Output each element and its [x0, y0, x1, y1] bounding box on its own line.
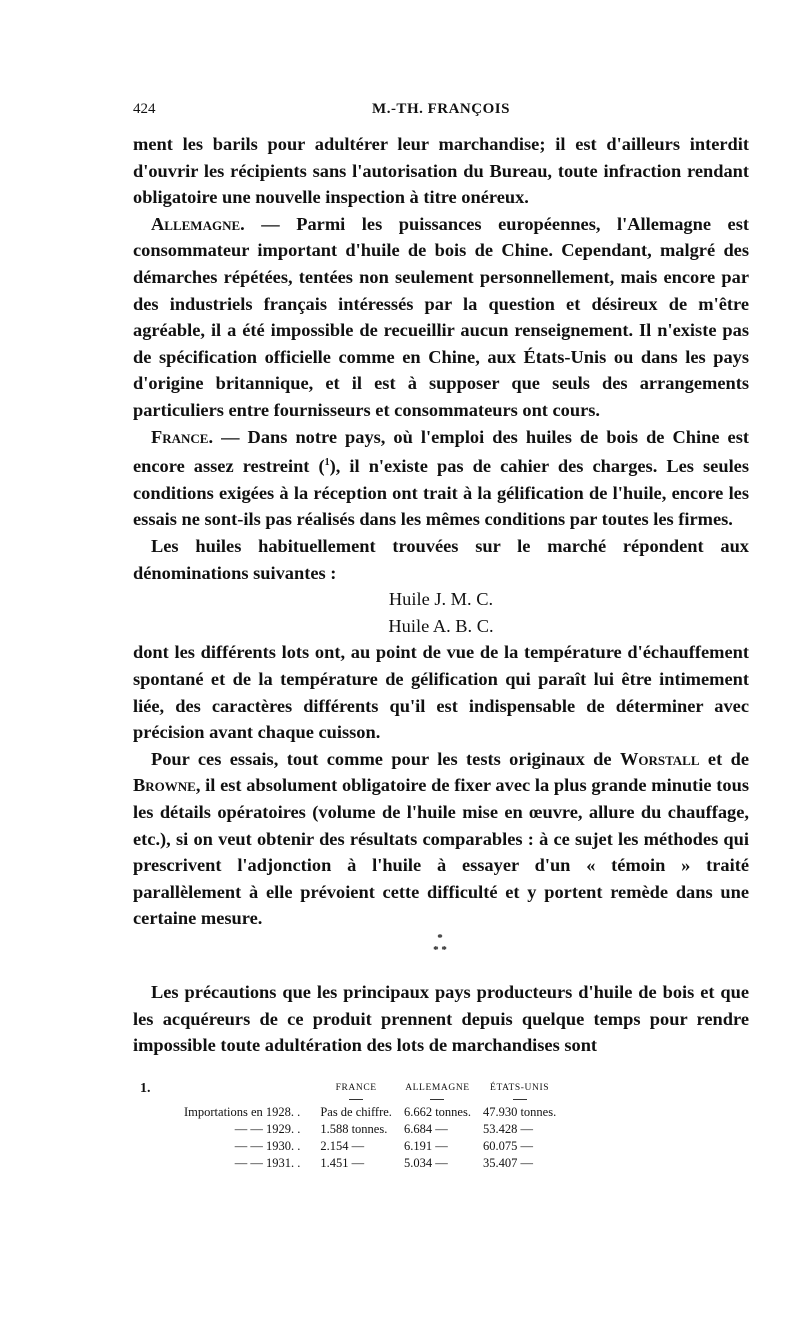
cell-france: 2.154 — [320, 1139, 365, 1153]
author-browne: Browne [133, 775, 196, 796]
cell-etats-unis: 60.075 — [482, 1139, 533, 1153]
paragraph-precautions: Les précautions que les principaux pays producteurs d'huile de bois et que les acquéreurs de ce produit prennent depuis quelque temps pour rendre impossible toute adultération des lots de marchandises sont [133, 982, 749, 1056]
paragraph-france-text-a: — Dans notre pays, où l'emploi des huiles de bois de Chine est encore assez restreint ( [133, 426, 749, 477]
header-allemagne-label: ALLEMAGNE [405, 1083, 470, 1093]
footnote-mark: 1. [140, 1081, 151, 1096]
cell-france: 1.451 — [320, 1156, 365, 1170]
table-row [178, 1138, 562, 1155]
cell-allemagne: 6.662 tonnes. [403, 1105, 471, 1119]
table-row [178, 1155, 562, 1172]
header-france [314, 1080, 398, 1104]
page-header [133, 94, 749, 124]
footnote-ref: 1 [324, 457, 330, 469]
header-dash [349, 1099, 363, 1100]
cell-etats-unis: 35.407 — [482, 1156, 533, 1170]
paragraph-allemagne-text: — Parmi les puissances européennes, l'Allemagne est consommateur important d'huile de bois de Chine. Cependant, malgré des démarches répétées, tentées non seulement personnellement, mais encore par des industriels français intéressés par la question et désireux de m'être agréable, il a été impossible de recueillir aucun renseignement. Il n'existe pas de spécification officielle comme en Chine, aux États-Unis ou dans les pays d'origine britannique, et il est à supposer que seuls des arrangements particuliers entre fournisseurs et consommateurs ont cours. [133, 213, 749, 420]
separator-top-star: * [437, 932, 443, 944]
row-label: — — 1931. . [234, 1156, 301, 1170]
row-label: — — 1929. . [234, 1122, 301, 1136]
section-lead-allemagne: Allemagne. [151, 213, 245, 234]
header-dash [513, 1099, 527, 1100]
table-row [178, 1121, 562, 1138]
paragraph-precautions-block [133, 979, 749, 1059]
header-etats-unis [477, 1080, 562, 1104]
paragraph-lots: dont les différents lots ont, au point de vue de la température d'échauffement spontané et de la température de gélification qui paraît lui être intimement liée, des caractères différents qu'il est indispensable de déterminer avec précision avant chaque cuisson. [133, 642, 749, 743]
section-lead-france: France. [151, 426, 214, 447]
row-label: Importations en 1928. . [184, 1105, 301, 1119]
header-dash [430, 1099, 444, 1100]
cell-allemagne: 6.684 — [403, 1122, 448, 1136]
header-blank [178, 1080, 314, 1104]
row-label: — — 1930. . [234, 1139, 301, 1153]
cell-france: 1.588 tonnes. [320, 1122, 388, 1136]
cell-allemagne: 5.034 — [403, 1156, 448, 1170]
import-table-header-row [178, 1080, 562, 1104]
paragraph-essais-c: , il est absolument obligatoire de fixer avec la plus grande minutie tous les détails opératoires (volume de l'huile mise en œuvre, allure du chauffage, etc.), si on veut obtenir des résultats comparables : à ce sujet les méthodes qui prescrivent l'adjonction à l'huile à essayer d'un « témoin » traité parallèlement à elle prévoient cette difficulté et y portent remède dans une certaine mesure. [133, 775, 749, 929]
separator-bottom-stars: * * [433, 944, 447, 956]
oil-name-jmc: Huile J. M. C. [388, 589, 494, 610]
cell-etats-unis: 47.930 tonnes. [482, 1105, 557, 1119]
section-separator [420, 932, 460, 962]
header-france-label: FRANCE [335, 1083, 377, 1093]
oil-name-abc: Huile A. B. C. [388, 615, 494, 636]
cell-etats-unis: 53.428 — [482, 1122, 533, 1136]
paragraph-france [133, 424, 749, 534]
paragraph-essais-a: Pour ces essais, tout comme pour les tests originaux de [151, 748, 620, 769]
import-table [178, 1080, 562, 1172]
page-number: 424 [133, 101, 156, 117]
main-text [133, 131, 749, 932]
paragraph-barils: ment les barils pour adultérer leur marchandise; il est d'ailleurs interdit d'ouvrir les récipients sans l'autorisation du Bureau, toute infraction rendant obligatoire une nouvelle inspection à titre onéreux. [133, 134, 749, 208]
table-row [178, 1104, 562, 1121]
paragraph-denominations: Les huiles habituellement trouvées sur le marché répondent aux dénominations suivantes : [133, 536, 749, 583]
paragraph-essais-b: et de [699, 748, 749, 769]
header-allemagne [398, 1080, 477, 1104]
paragraph-france-text-b: ), il n'existe pas de cahier des charges. Les seules conditions exigées à la réception ont trait à la gélification de l'huile, encore les essais ne sont-ils pas réalisés dans les mêmes conditions par toutes les firmes. [133, 456, 749, 530]
paragraph-essais [133, 746, 749, 932]
header-etats-unis-label: ÉTATS-UNIS [490, 1083, 550, 1093]
paragraph-allemagne [133, 211, 749, 424]
running-head: M.-TH. FRANÇOIS [372, 101, 510, 117]
cell-allemagne: 6.191 — [403, 1139, 448, 1153]
author-worstall: Worstall [619, 748, 700, 769]
cell-france: Pas de chiffre. [320, 1105, 392, 1119]
